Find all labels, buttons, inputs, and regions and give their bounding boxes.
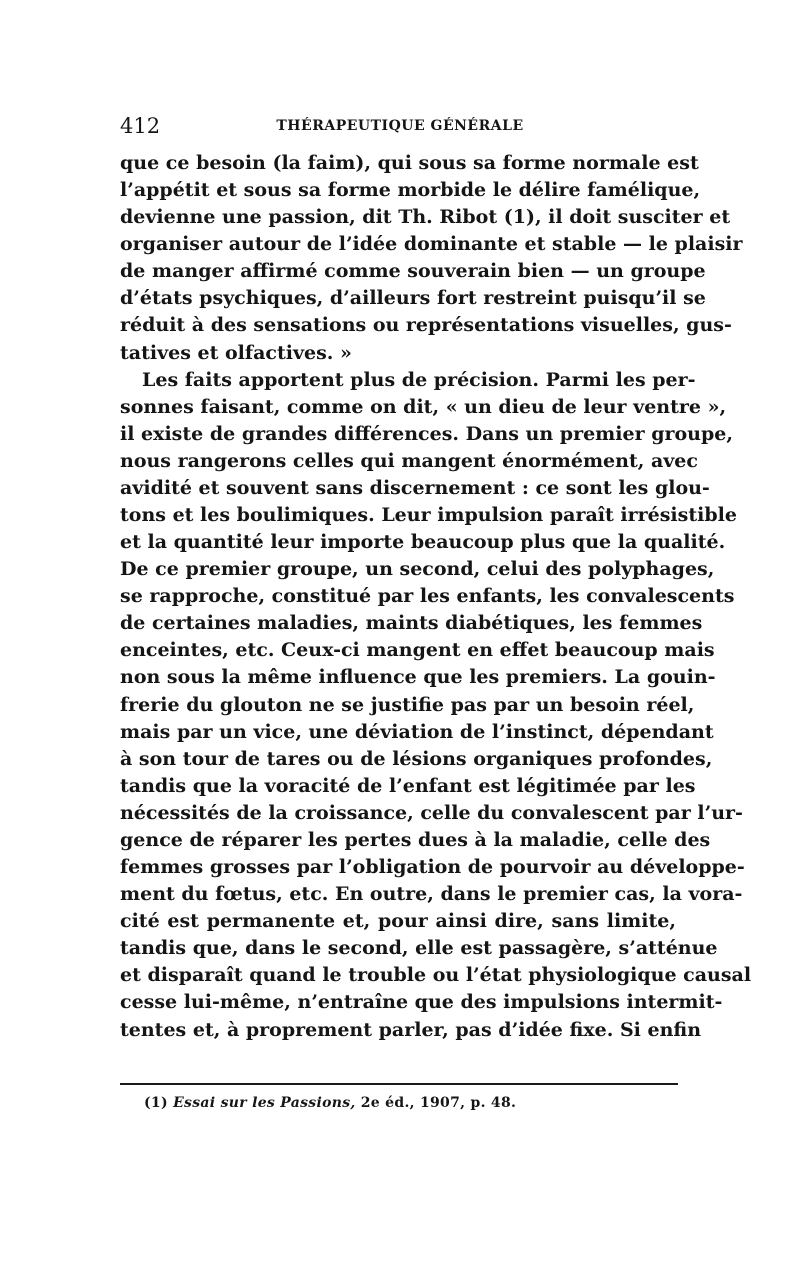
text-line: tentes et, à proprement parler, pas d’idée fixe. Si enfin xyxy=(120,1018,702,1041)
text-line: et disparaît quand le trouble ou l’état physiologique causal xyxy=(120,964,752,987)
footnote-details: 2e éd., 1907, p. 48. xyxy=(360,1095,517,1111)
text-line: réduit à des sensations ou représentations visuelles, gus- xyxy=(120,314,732,337)
text-line: à son tour de tares ou de lésions organiques profondes, xyxy=(120,747,713,770)
text-line: gence de réparer les pertes dues à la maladie, celle des xyxy=(120,828,711,851)
text-line: d’états psychiques, d’ailleurs fort restreint puisqu’il se xyxy=(120,287,706,310)
paragraph-2 xyxy=(120,367,752,1044)
text-line: l’appétit et sous sa forme morbide le délire famélique, xyxy=(120,179,701,202)
text-line: tandis que, dans le second, elle est passagère, s’atténue xyxy=(120,937,718,960)
text-line: il existe de grandes différences. Dans un premier groupe, xyxy=(120,422,733,445)
text-line: cesse lui-même, n’entraîne que des impulsions intermit- xyxy=(120,991,723,1014)
text-line: Les faits apportent plus de précision. Parmi les per- xyxy=(142,368,696,391)
text-line: tons et les boulimiques. Leur impulsion paraît irrésistible xyxy=(120,504,737,527)
text-line: frerie du glouton ne se justifie pas par un besoin réel, xyxy=(120,693,695,716)
body-text xyxy=(120,150,752,1044)
text-line: De ce premier groupe, un second, celui des polyphages, xyxy=(120,558,715,581)
text-line: et la quantité leur importe beaucoup plus que la qualité. xyxy=(120,531,726,554)
text-line: ment du fœtus, etc. En outre, dans le premier cas, la vora- xyxy=(120,883,743,906)
footnote-marker: (1) xyxy=(144,1095,168,1111)
running-title: THÉRAPEUTIQUE GÉNÉRALE xyxy=(276,118,524,134)
text-line: se rapproche, constitué par les enfants, les convalescents xyxy=(120,585,735,608)
text-line: tandis que la voracité de l’enfant est légitimée par les xyxy=(120,774,696,797)
page-number: 412 xyxy=(120,114,161,138)
text-line: de certaines maladies, maints diabétiques, les femmes xyxy=(120,612,703,635)
text-line: nous rangerons celles qui mangent énormément, avec xyxy=(120,449,698,472)
text-line: tatives et olfactives. » xyxy=(120,341,352,364)
text-line: mais par un vice, une déviation de l’instinct, dépendant xyxy=(120,720,714,743)
text-line: femmes grosses par l’obligation de pourvoir au développe- xyxy=(120,856,745,879)
text-line: non sous la même influence que les premiers. La gouin- xyxy=(120,666,716,689)
text-line: avidité et souvent sans discernement : ce sont les glou- xyxy=(120,476,710,499)
paragraph-1 xyxy=(120,150,743,367)
text-line: cité est permanente et, pour ainsi dire, sans limite, xyxy=(120,910,676,933)
text-line: devienne une passion, dit Th. Ribot (1), il doit susciter et xyxy=(120,206,731,229)
text-line: organiser autour de l’idée dominante et stable — le plaisir xyxy=(120,233,743,256)
text-line: sonnes faisant, comme on dit, « un dieu de leur ventre », xyxy=(120,395,727,418)
text-line: que ce besoin (la faim), qui sous sa forme normale est xyxy=(120,152,699,174)
footnote-divider xyxy=(120,1083,678,1085)
text-line: enceintes, etc. Ceux-ci mangent en effet beaucoup mais xyxy=(120,639,715,662)
text-line: de manger affirmé comme souverain bien — un groupe xyxy=(120,260,706,283)
footnote xyxy=(144,1094,516,1112)
text-line: nécessités de la croissance, celle du convalescent par l’ur- xyxy=(120,801,743,824)
footnote-title: Essai sur les Passions, xyxy=(173,1095,356,1111)
page-header xyxy=(120,114,680,138)
